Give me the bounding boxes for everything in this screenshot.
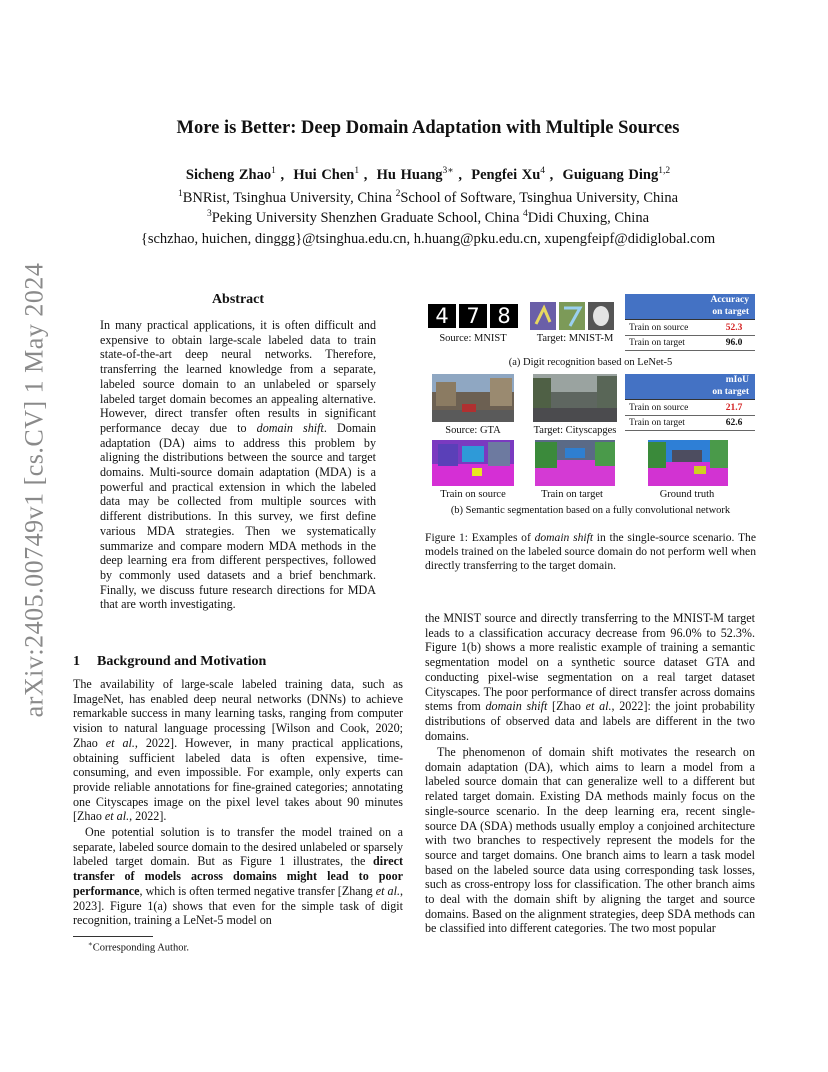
mnistm-samples-image <box>530 302 614 330</box>
label-source-gta: Source: GTA <box>445 425 501 436</box>
table-b-header-2: on target <box>625 386 755 400</box>
affiliation-sup: 4 <box>523 209 528 219</box>
label-seg-train-on-source: Train on source <box>440 489 506 500</box>
footnote-text: Corresponding Author. <box>92 942 190 954</box>
abstract-part: . Domain adaptation (DA) aims to address this problem by aligning the distributions between the source and target domains. Multi-source domain adaptation (MDA) is a powerful and practical extension in which the labeled data may be collected from multiple sources with different distributions. In this survey, we first define various MDA strategies. Then we systematically summarize and compare modern MDA methods in the deep learning era from different perspectives, followed by commonly used datasets and a brief benchmark. Finally, we discuss future research directions for MDA that are worth investigating. <box>100 420 377 612</box>
affiliation-sup: 3 <box>206 209 212 219</box>
text-bold: direct transfer of models across domains might lead to poor performance <box>73 854 403 898</box>
table-row-label: Train on target <box>629 338 685 348</box>
cityscapes-image <box>533 374 617 422</box>
affiliation-sup: 1 <box>177 189 183 199</box>
mnist-digit: 4 <box>428 304 456 328</box>
body-paragraph: The phenomenon of domain shift motivates the research on domain adaptation (DA), which aims to learn a model from a labeled source domain that can generalize well to a different but related target domain. Existing DA methods mainly focus on the single-source scenario. In the deep learning era, recent single-source DA (SDA) methods usually employ a conjoined architecture with two branches to respectively represent the models for the source and target domains. One branch aims to learn a task model based on the labeled source data using corresponding task losses, such as cross-entropy loss for classification. The other branch aims to deal with the domain shift by aligning the target and source domains. Based on the alignment strategies, deep SDA methods can be classified into different categories. The two most popular <box>425 745 755 936</box>
paper-title: More is Better: Deep Domain Adaptation with Multiple Sources <box>176 118 680 138</box>
abstract-heading: Abstract <box>211 292 265 307</box>
table-a-header-1: Accuracy <box>625 294 755 306</box>
affiliation-line-1 <box>100 189 756 207</box>
table-row-value: 21.7 <box>725 403 743 413</box>
caption-run: Figure 1: Examples of <box>425 531 535 544</box>
affiliation-text: Didi Chuxing, China <box>527 209 650 226</box>
affiliation-text: Peking University Shenzhen Graduate School, China <box>211 209 524 226</box>
table-row-value: 62.6 <box>725 418 743 428</box>
text-run: [Zhao <box>547 699 586 714</box>
arxiv-stamp <box>14 262 54 718</box>
abstract-emphasis: domain shift <box>256 420 324 435</box>
text-emphasis: domain shift <box>485 699 548 714</box>
affiliation-text: BNRist, Tsinghua University, China <box>182 189 396 206</box>
author-name: Hui Chen <box>293 166 355 183</box>
body-paragraph <box>425 611 755 743</box>
caption-run: in the single-source scenario. The models trained on the labeled source domain do not perform well when directly transferring to the target domain. <box>425 531 756 572</box>
label-source-mnist: Source: MNIST <box>439 333 507 344</box>
text-run: , which is often termed negative transfer [Zhang <box>139 883 376 898</box>
footnote-mark: ∗ <box>88 940 93 948</box>
body-paragraph <box>73 677 403 824</box>
segmentation-ground-truth-image <box>648 440 728 486</box>
table-row-label: Train on source <box>629 323 689 333</box>
gta-image <box>432 374 514 422</box>
affiliation-text: School of Software, Tsinghua University, China <box>400 189 679 206</box>
subcaption-b: (b) Semantic segmentation based on a fully convolutional network <box>450 505 731 516</box>
caption-emphasis: domain shift <box>534 531 594 544</box>
table-row-label: Train on source <box>629 403 689 413</box>
table-b-header-1: mIoU <box>625 374 755 386</box>
text-run: , 2023]. Figure 1(a) shows that even for the simple task of digit recognition, training a LeNet-5 model on <box>73 883 404 928</box>
section-number: 1 <box>73 654 80 669</box>
body-paragraph <box>73 825 403 928</box>
author-name: Sicheng Zhao <box>185 166 272 183</box>
footnote-rule <box>73 936 153 937</box>
subcaption-a: (a) Digit recognition based on LeNet-5 <box>508 357 673 368</box>
author-sup: 1,2 <box>658 166 671 176</box>
label-target-cityscapes: Target: Cityscapges <box>533 425 617 436</box>
affiliation-line-2 <box>100 209 756 227</box>
table-b-row <box>625 401 755 416</box>
table-a-row <box>625 321 755 336</box>
figure-caption <box>425 531 756 572</box>
author-emails: {schzhao, huichen, dinggg}@tsinghua.edu.cn, h.huang@pku.edu.cn, xupengfeipf@didiglobal.com <box>140 231 716 247</box>
label-target-mnistm: Target: MNIST-M <box>536 333 614 344</box>
author-sup: 3∗ <box>442 166 454 176</box>
mnist-digit: 8 <box>490 304 518 328</box>
text-run: the MNIST source and directly transferring to the MNIST-M target leads to a classification accuracy decrease from 96.0% to 52.3%. Figure 1(b) shows a more realistic example of training a semantic segmentation model on a synthetic source dataset GTA and conducting pixel-wise segmentation on a real target dataset Cityscapes. The poor performance of direct transfer across domains stems from <box>425 611 755 714</box>
text-run: , 2022]. <box>129 809 167 824</box>
label-seg-train-on-target: Train on target <box>541 489 603 500</box>
text-run: The availability of large-scale labeled training data, such as ImageNet, has enabled deep neural networks (DNNs) to achieve remarkable success in many learning tasks, ranging from computer vision to natural language processing [Wilson and Cook, 2020; Zhao <box>73 677 403 750</box>
arxiv-id: arXiv:2405.00749v1 [cs.CV] 1 May 2024 <box>19 262 48 718</box>
text-emphasis: et al. <box>375 883 400 898</box>
mnist-digit: 7 <box>459 304 487 328</box>
text-run: One potential solution is to transfer the model trained on a separate, labeled source domain to the desired unlabeled or sparsely labeled target domain. But as Figure 1 illustrates, the <box>73 825 403 869</box>
text-emphasis: et al. <box>104 809 130 824</box>
footnote <box>88 940 189 954</box>
segmentation-train-on-target-image <box>535 440 615 486</box>
table-b-row <box>625 416 755 431</box>
text-emphasis: et al. <box>585 699 612 714</box>
author-name: Hu Huang <box>376 166 443 183</box>
table-row-label: Train on target <box>629 418 685 428</box>
affiliation-sup: 2 <box>395 189 401 199</box>
text-run: , 2022]: the joint probability distributions of observed data and labels are different in the two domains. <box>425 699 755 743</box>
author-sup: 4 <box>540 166 546 176</box>
section-title: Background and Motivation <box>97 654 267 669</box>
author-sup: 1 <box>354 166 360 176</box>
author-sup: 1 <box>271 166 276 176</box>
section-heading <box>73 654 403 670</box>
segmentation-train-on-source-image <box>432 440 514 486</box>
table-row-value: 96.0 <box>725 338 743 348</box>
table-a-header-2: on target <box>625 306 755 320</box>
author-name: Pengfei Xu <box>471 166 541 183</box>
abstract-text <box>100 318 376 612</box>
author-list: Sicheng Zhao$^1$ , Hui Chen$^1$ , Hu Huang$^{3∗}$ , Pengfei Xu$^4$ , Guiguang Ding$^{1,2}$ <box>185 166 671 183</box>
text-run: , 2022]. However, in many practical applications, obtaining sufficient labeled data is often expensive, time-consuming, and even impossible. For example, only experts can provide reliable annotations for fine-grained categories; annotating one Cityscapes image on the pixel level takes about 90 minutes [Zhao <box>73 735 403 824</box>
text-emphasis: et al. <box>105 735 135 750</box>
table-row-value: 52.3 <box>725 323 743 333</box>
author-name: Guiguang Ding <box>562 166 659 183</box>
abstract-part: In many practical applications, it is often difficult and expensive to obtain large-scale labeled data to train state-of-the-art deep neural networks. Therefore, transferring the learned knowledge from a separate, labeled source domain to an unlabeled or sparsely labeled target domain becomes an appealing alternative. However, direct transfer often results in significant performance decay due to <box>100 318 376 435</box>
table-a-row <box>625 336 755 351</box>
label-seg-ground-truth: Ground truth <box>659 489 715 500</box>
